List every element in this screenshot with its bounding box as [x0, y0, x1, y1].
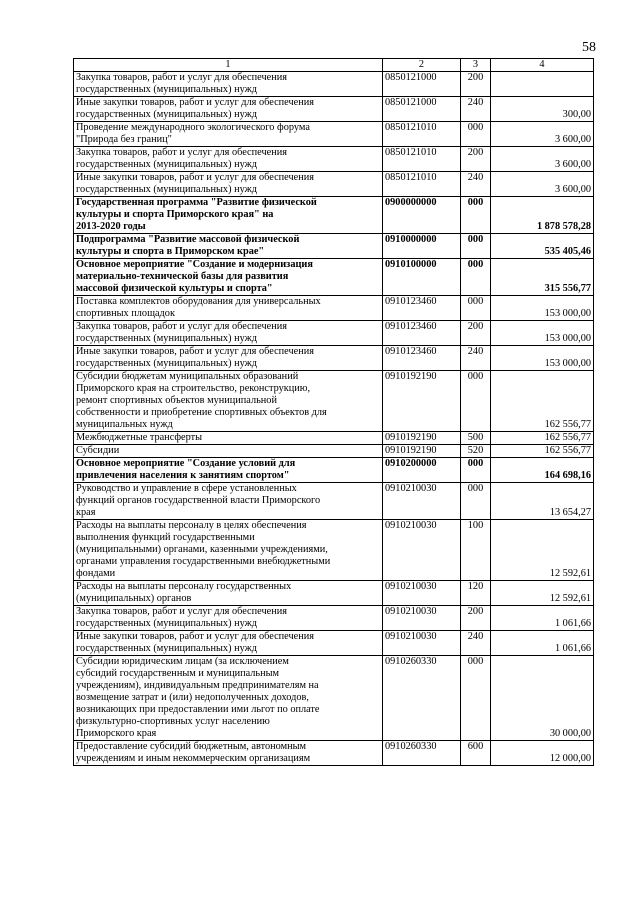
- row-amount-cell: 3 600,00: [491, 122, 594, 147]
- table-row: [74, 631, 594, 656]
- row-amount-cell: 1 878 578,28: [491, 197, 594, 234]
- row-code-cell: 0850121010: [383, 172, 461, 197]
- table-row: [74, 656, 594, 741]
- table-row: [74, 483, 594, 520]
- row-type-cell: 000: [461, 483, 491, 520]
- row-code-cell: 0910210030: [383, 606, 461, 631]
- row-amount-cell: 162 556,77: [491, 445, 594, 458]
- row-type-cell: 120: [461, 581, 491, 606]
- row-name-cell: Руководство и управление в сфере установленных функций органов государственной власти Приморского края: [74, 483, 383, 520]
- row-type-cell: 000: [461, 122, 491, 147]
- row-amount-cell: 315 556,77: [491, 259, 594, 296]
- row-name-cell: Иные закупки товаров, работ и услуг для обеспечения государственных (муниципальных) нужд: [74, 97, 383, 122]
- table-row: [74, 147, 594, 172]
- row-code-cell: 0850121010: [383, 122, 461, 147]
- table-row: [74, 97, 594, 122]
- row-code-cell: 0910100000: [383, 259, 461, 296]
- row-name-cell: Закупка товаров, работ и услуг для обеспечения государственных (муниципальных) нужд: [74, 321, 383, 346]
- row-amount-cell: 162 556,77: [491, 371, 594, 432]
- row-name-cell: Расходы на выплаты персоналу в целях обеспечения выполнения функций государственными (муниципальными) органами, казенными учреждениями, органами управления государственными внебюджетными фондами: [74, 520, 383, 581]
- row-name-cell: Предоставление субсидий бюджетным, автономным учреждениям и иным некоммерческим организациям: [74, 741, 383, 766]
- row-code-cell: 0910192190: [383, 432, 461, 445]
- row-type-cell: 200: [461, 321, 491, 346]
- row-name-cell: Государственная программа "Развитие физической культуры и спорта Приморского края" на 2013-2020 годы: [74, 197, 383, 234]
- row-name-cell: Иные закупки товаров, работ и услуг для обеспечения государственных (муниципальных) нужд: [74, 631, 383, 656]
- row-type-cell: 240: [461, 97, 491, 122]
- table-row: [74, 197, 594, 234]
- row-amount-cell: 12 592,61: [491, 520, 594, 581]
- row-code-cell: 0910210030: [383, 631, 461, 656]
- row-name-cell: Иные закупки товаров, работ и услуг для обеспечения государственных (муниципальных) нужд: [74, 346, 383, 371]
- row-name-cell: Закупка товаров, работ и услуг для обеспечения государственных (муниципальных) нужд: [74, 72, 383, 97]
- row-type-cell: 200: [461, 606, 491, 631]
- row-type-cell: 500: [461, 432, 491, 445]
- header-col-3: 3: [461, 59, 491, 72]
- row-code-cell: 0910210030: [383, 483, 461, 520]
- table-row: [74, 234, 594, 259]
- table-row: [74, 520, 594, 581]
- row-code-cell: 0910210030: [383, 520, 461, 581]
- row-amount-cell: 1 061,66: [491, 606, 594, 631]
- table-row: [74, 321, 594, 346]
- row-name-cell: Расходы на выплаты персоналу государственных (муниципальных) органов: [74, 581, 383, 606]
- row-amount-cell: 153 000,00: [491, 296, 594, 321]
- row-amount-cell: 13 654,27: [491, 483, 594, 520]
- row-amount-cell: 164 698,16: [491, 458, 594, 483]
- row-code-cell: 0850121000: [383, 97, 461, 122]
- row-amount-cell: 535 405,46: [491, 234, 594, 259]
- row-type-cell: 600: [461, 741, 491, 766]
- row-code-cell: 0910260330: [383, 741, 461, 766]
- row-type-cell: 000: [461, 656, 491, 741]
- table-row: [74, 432, 594, 445]
- row-name-cell: Субсидии бюджетам муниципальных образований Приморского края на строительство, реконструкцию, ремонт спортивных объектов муниципальной собственности и приобретение спортивных объектов для муниципальных нужд: [74, 371, 383, 432]
- table-row: [74, 122, 594, 147]
- row-type-cell: 100: [461, 520, 491, 581]
- row-name-cell: Поставка комплектов оборудования для универсальных спортивных площадок: [74, 296, 383, 321]
- row-type-cell: 240: [461, 172, 491, 197]
- table-row: [74, 371, 594, 432]
- table-row: [74, 458, 594, 483]
- header-col-4: 4: [491, 59, 594, 72]
- row-code-cell: 0850121000: [383, 72, 461, 97]
- row-name-cell: Проведение международного экологического форума "Природа без границ": [74, 122, 383, 147]
- budget-table: [73, 58, 594, 766]
- row-amount-cell: 12 592,61: [491, 581, 594, 606]
- row-amount-cell: 12 000,00: [491, 741, 594, 766]
- row-amount-cell: [491, 72, 594, 97]
- header-col-2: 2: [383, 59, 461, 72]
- row-code-cell: 0910123460: [383, 296, 461, 321]
- row-code-cell: 0910192190: [383, 371, 461, 432]
- row-amount-cell: 153 000,00: [491, 346, 594, 371]
- row-code-cell: 0900000000: [383, 197, 461, 234]
- table-row: [74, 172, 594, 197]
- row-code-cell: 0850121010: [383, 147, 461, 172]
- table-row: [74, 606, 594, 631]
- row-amount-cell: 1 061,66: [491, 631, 594, 656]
- row-type-cell: 200: [461, 72, 491, 97]
- row-amount-cell: 300,00: [491, 97, 594, 122]
- row-type-cell: 000: [461, 371, 491, 432]
- row-type-cell: 000: [461, 197, 491, 234]
- row-type-cell: 000: [461, 234, 491, 259]
- row-amount-cell: 3 600,00: [491, 147, 594, 172]
- table-row: [74, 445, 594, 458]
- row-code-cell: 0910200000: [383, 458, 461, 483]
- row-amount-cell: 153 000,00: [491, 321, 594, 346]
- table-row: [74, 581, 594, 606]
- row-name-cell: Иные закупки товаров, работ и услуг для обеспечения государственных (муниципальных) нужд: [74, 172, 383, 197]
- row-name-cell: Субсидии: [74, 445, 383, 458]
- row-code-cell: 0910192190: [383, 445, 461, 458]
- row-code-cell: 0910123460: [383, 321, 461, 346]
- header-col-1: 1: [74, 59, 383, 72]
- table-row: [74, 259, 594, 296]
- row-type-cell: 000: [461, 296, 491, 321]
- table-row: [74, 741, 594, 766]
- row-name-cell: Закупка товаров, работ и услуг для обеспечения государственных (муниципальных) нужд: [74, 147, 383, 172]
- row-name-cell: Межбюджетные трансферты: [74, 432, 383, 445]
- row-code-cell: 0910260330: [383, 656, 461, 741]
- row-type-cell: 520: [461, 445, 491, 458]
- row-amount-cell: 3 600,00: [491, 172, 594, 197]
- table-row: [74, 346, 594, 371]
- row-name-cell: Основное мероприятие "Создание и модернизация материально-технической базы для развития массовой физической культуры и спорта": [74, 259, 383, 296]
- row-type-cell: 200: [461, 147, 491, 172]
- page-number: 58: [582, 40, 596, 55]
- table-row: [74, 296, 594, 321]
- row-type-cell: 240: [461, 631, 491, 656]
- table-row: [74, 72, 594, 97]
- row-name-cell: Субсидии юридическим лицам (за исключением субсидий государственным и муниципальным учреждениям), индивидуальным предпринимателям на возмещение затрат и (или) недополученных доходов, возникающих при предоставлении ими льгот по оплате физкультурно-спортивных услуг населению Приморского края: [74, 656, 383, 741]
- row-amount-cell: 30 000,00: [491, 656, 594, 741]
- row-name-cell: Закупка товаров, работ и услуг для обеспечения государственных (муниципальных) нужд: [74, 606, 383, 631]
- row-type-cell: 240: [461, 346, 491, 371]
- row-name-cell: Подпрограмма "Развитие массовой физической культуры и спорта в Приморском крае": [74, 234, 383, 259]
- row-code-cell: 0910210030: [383, 581, 461, 606]
- row-type-cell: 000: [461, 259, 491, 296]
- row-code-cell: 0910123460: [383, 346, 461, 371]
- row-type-cell: 000: [461, 458, 491, 483]
- table-header-row: [74, 59, 594, 72]
- row-name-cell: Основное мероприятие "Создание условий для привлечения населения к занятиям спортом": [74, 458, 383, 483]
- row-code-cell: 0910000000: [383, 234, 461, 259]
- row-amount-cell: 162 556,77: [491, 432, 594, 445]
